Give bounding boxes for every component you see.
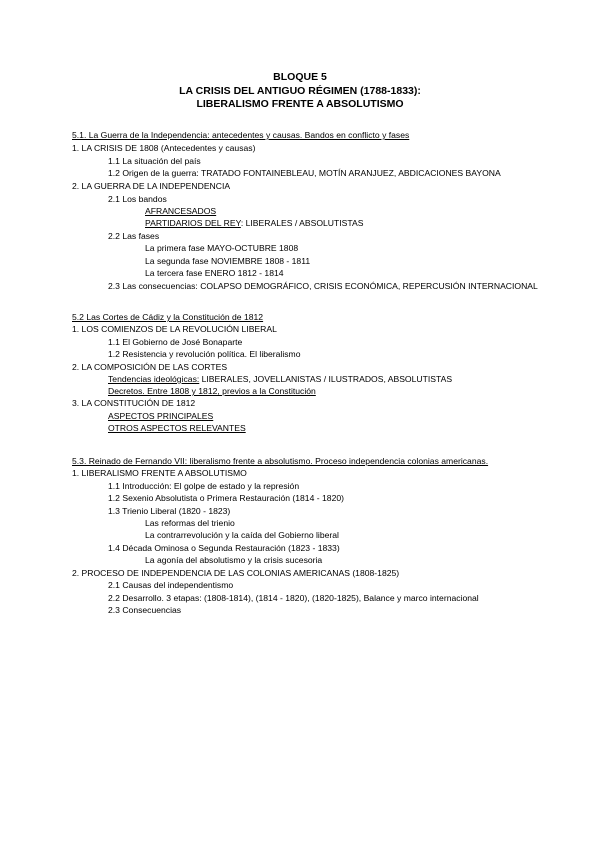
outline-item	[145, 218, 363, 229]
underlined-term: PARTIDARIOS DEL REY	[145, 218, 241, 228]
title-line-3: LIBERALISMO FRENTE A ABSOLUTISMO	[196, 98, 404, 110]
outline-item: OTROS ASPECTOS RELEVANTES	[108, 423, 246, 433]
underlined-term: Tendencias ideológicas:	[108, 374, 200, 384]
outline-item: 1.2 Sexenio Absolutista o Primera Restauración (1814 - 1820)	[108, 493, 344, 503]
outline-item: Decretos. Entre 1808 y 1812, previos a la Constitución	[108, 386, 316, 396]
outline-item: 2.2 Las fases	[108, 231, 160, 241]
outline-item: 1.1 El Gobierno de José Bonaparte	[108, 337, 243, 347]
item-detail: LIBERALES, JOVELLANISTAS / ILUSTRADOS, ABSOLUTISTAS	[199, 374, 453, 384]
section-heading-5-1: 5.1. La Guerra de la Independencia: antecedentes y causas. Bandos en conflicto y fases	[72, 130, 410, 140]
outline-item: La segunda fase NOVIEMBRE 1808 - 1811	[145, 256, 311, 266]
outline-item: La agonía del absolutismo y la crisis sucesoria	[145, 555, 323, 565]
outline-item: 2. LA GUERRA DE LA INDEPENDENCIA	[72, 181, 231, 191]
outline-item: Las reformas del trienio	[145, 518, 235, 528]
title-line-2: LA CRISIS DEL ANTIGUO RÉGIMEN (1788-1833):	[179, 84, 421, 97]
outline-item: 1.3 Trienio Liberal (1820 - 1823)	[108, 506, 231, 516]
outline-item: 1. LA CRISIS DE 1808 (Antecedentes y causas)	[72, 143, 256, 153]
item-detail: : LIBERALES / ABSOLUTISTAS	[240, 218, 364, 228]
outline-item: La contrarrevolución y la caída del Gobierno liberal	[145, 530, 339, 540]
outline-item: 2.2 Desarrollo. 3 etapas: (1808-1814), (1814 - 1820), (1820-1825), Balance y marco internacional	[108, 593, 479, 603]
outline-item	[108, 374, 452, 385]
outline-item: 1.1 Introducción: El golpe de estado y la represión	[108, 481, 300, 491]
section-heading-5-3: 5.3. Reinado de Fernando VII: liberalismo frente a absolutismo. Proceso independencia colonias americanas.	[72, 456, 489, 466]
document-title	[0, 71, 600, 112]
outline-item: 2.3 Las consecuencias: COLAPSO DEMOGRÁFICO, CRISIS ECONÓMICA, REPERCUSIÓN INTERNACIONAL	[108, 281, 538, 291]
outline-item: La tercera fase ENERO 1812 - 1814	[145, 268, 284, 278]
outline-item: 1. LIBERALISMO FRENTE A ABSOLUTISMO	[72, 468, 247, 478]
outline-item: 1.4 Década Ominosa o Segunda Restauración (1823 - 1833)	[108, 543, 340, 553]
outline-item: AFRANCESADOS	[145, 206, 217, 216]
outline-item: La primera fase MAYO-OCTUBRE 1808	[145, 243, 299, 253]
outline-item: ASPECTOS PRINCIPALES	[108, 411, 214, 421]
outline-item: 2. PROCESO DE INDEPENDENCIA DE LAS COLONIAS AMERICANAS (1808-1825)	[72, 568, 400, 578]
outline-item: 2.1 Los bandos	[108, 194, 167, 204]
outline-item: 3. LA CONSTITUCIÓN DE 1812	[72, 398, 196, 408]
outline-item: 1.1 La situación del país	[108, 156, 201, 166]
title-line-1: BLOQUE 5	[273, 71, 327, 83]
outline-item: 2. LA COMPOSICIÓN DE LAS CORTES	[72, 362, 228, 372]
section-heading-5-2: 5.2 Las Cortes de Cádiz y la Constitución de 1812	[72, 312, 264, 322]
outline-item: 2.3 Consecuencias	[108, 605, 182, 615]
outline-item: 2.1 Causas del independentismo	[108, 580, 234, 590]
outline-item: 1.2 Origen de la guerra: TRATADO FONTAINEBLEAU, MOTÍN ARANJUEZ, ABDICACIONES BAYONA	[108, 168, 501, 178]
outline-item: 1. LOS COMIENZOS DE LA REVOLUCIÓN LIBERAL	[72, 324, 277, 334]
outline-item: 1.2 Resistencia y revolución política. El liberalismo	[108, 349, 301, 359]
